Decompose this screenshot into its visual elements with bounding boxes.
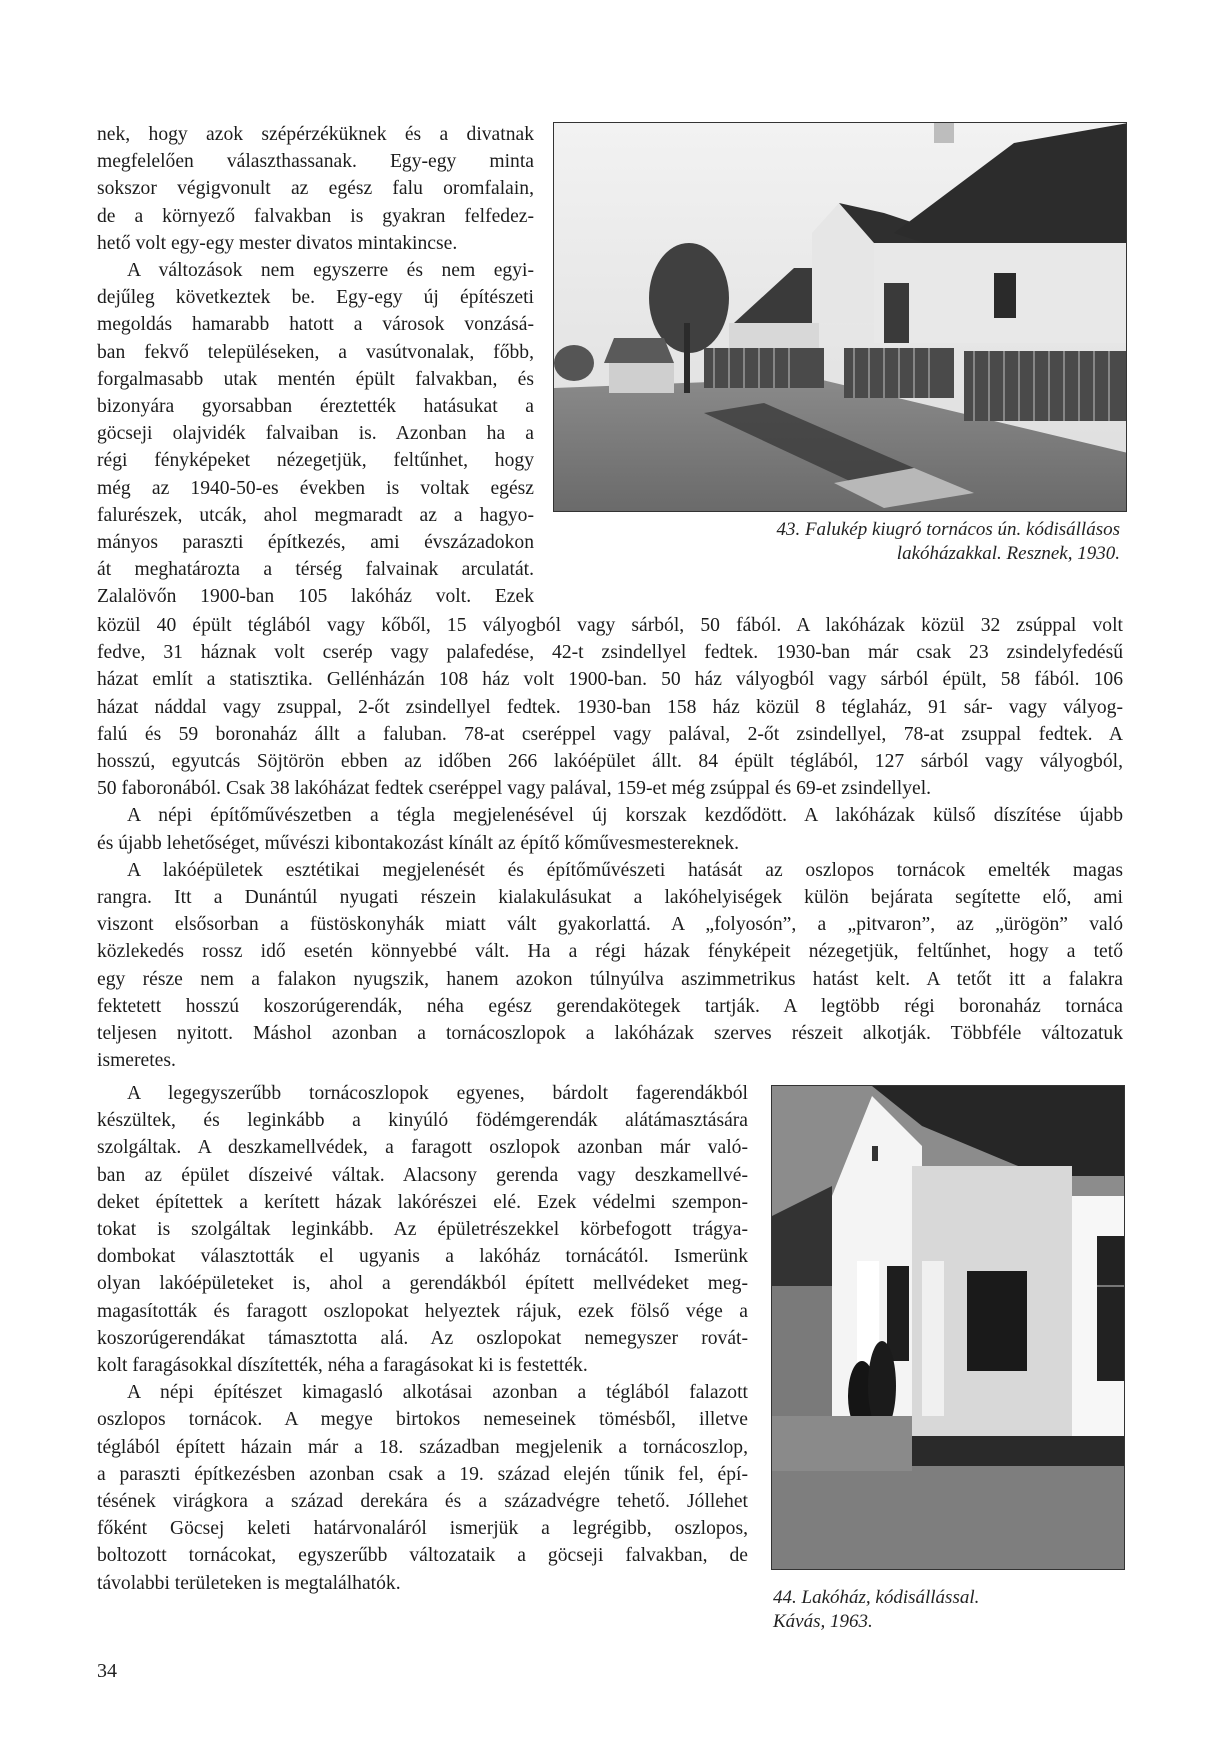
text-line: Zalalövőn 1900-ban 105 lakóház volt. Ezek (97, 586, 534, 608)
text-line: mányos paraszti építkezés, ami évszázadokon (97, 532, 534, 554)
text-line: szolgáltak. A deszkamellvédek, a faragott oszlopok azonban már való- (97, 1137, 748, 1159)
text-line: téglából épített házain már a 18. században megjelenik a tornácoszlop, (97, 1436, 748, 1458)
text-line: koszorúgerendákat támasztotta alá. Az oszlopokat nemegyszer rovát- (97, 1327, 748, 1349)
text-line: házat említ a statisztika. Gellénházán 108 ház volt 1900-ban. 50 ház vályogból vagy sárból épült, 58 fából. 106 (97, 669, 1123, 691)
text-line: rangra. Itt a Dunántúl nyugati részein kialakulásukat a lakóhelyiségek külön bejárata segítette elő, ami (97, 887, 1123, 909)
text-line: régi fényképeket nézegetjük, feltűnhet, hogy (97, 450, 534, 472)
text-line: közlekedés rossz idő esetén könnyebbé vált. Ha a régi házak fényképeit nézegetjük, feltűnhet, hogy a tető (97, 941, 1123, 963)
text-line: és újabb lehetőséget, művészi kibontakozást kínált az építő kőművesmestereknek. (97, 832, 740, 854)
text-line: falú és 59 boronaház állt a faluban. 78-at cseréppel vagy palával, 2-őt zsindellyel, 78-at zsuppal fedtek. A (97, 723, 1123, 745)
text-line: kolt faragásokkal díszítették, néha a faragásokat ki is festették. (97, 1355, 588, 1377)
text-line: fektetett hosszú koszorúgerendák, néha egész gerendakötegek tartják. A legtöbb régi boronaház tornáca (97, 995, 1123, 1017)
text-line: ismeretes. (97, 1050, 176, 1072)
text-line: viszont elsősorban a füstöskonyhák miatt vált gyakorlattá. A „folyosón”, a „pitvaron”, az „ürögön” való (97, 914, 1123, 936)
text-line: falurészek, utcák, ahol megmaradt az a hagyo- (97, 504, 534, 526)
text-line: 50 faboronából. Csak 38 lakóházat fedtek cseréppel vagy palával, 159-et még zsúppal és 69-et zsindellyel. (97, 778, 932, 800)
figure-44-caption-line-1: 44. Lakóház, kódisállással. (773, 1587, 980, 1608)
text-line: hető volt egy-egy mester divatos mintakincse. (97, 232, 458, 254)
figure-44-caption (773, 1586, 1113, 1634)
text-line: tésének virágkora a század derekára és a századvégre tehető. Jóllehet (97, 1491, 748, 1513)
text-line: forgalmasabb utak mentén épült falvakban, és (97, 368, 534, 390)
text-column-bottom (97, 1080, 748, 1597)
text-line: a paraszti építkezésben azonban csak a 19. század elején tűnik fel, épí- (97, 1463, 748, 1485)
text-line: boltozott tornácokat, egyszerűbb változataik a göcseji falvakban, de (97, 1545, 748, 1567)
text-line: magasították és faragott oszlopokat helyeztek rájuk, ezek fölső vége a (97, 1300, 748, 1322)
figure-43-caption (600, 518, 1120, 566)
text-line: bizonyára gyorsabban éreztették hatásukat a (97, 396, 534, 418)
text-line: A változások nem egyszerre és nem egyi- (127, 260, 534, 282)
text-line: fedve, 31 háznak volt cserép vagy palafedése, 42-t zsindellyel fedtek. 1930-ban már csak 23 zsindelyfedésű (97, 642, 1123, 664)
text-line: ban az épület díszeivé váltak. Alacsony gerenda vagy deszkamellvé- (97, 1164, 748, 1186)
text-line: ban fekvő településeken, a vasútvonalak, főbb, (97, 341, 534, 363)
text-line: házat náddal vagy zsuppal, 2-őt zsindellyel fedtek. 1930-ban 158 ház közül 8 téglaház, 91 sár- vagy vályog- (97, 696, 1123, 718)
text-line: egy része nem a falakon nyugszik, hanem azokon túlnyúlva aszimmetrikus hatást kelt. A tetőt itt a falakra (97, 968, 1123, 990)
text-line: nek, hogy azok szépérzéküknek és a divatnak (97, 124, 534, 145)
text-line: A népi építőművészetben a tégla megjelenésével új korszak kezdődött. A lakóházak külső díszítése újabb (127, 805, 1123, 827)
figure-43-caption-line-1: 43. Falukép kiugró tornácos ún. kódisállásos (776, 519, 1120, 540)
text-line: át meghatározta a térség falvainak arculatát. (97, 559, 534, 581)
text-line: még az 1940-50-es években is voltak egész (97, 477, 534, 499)
text-line: közül 40 épült téglából vagy kőből, 15 vályogból vagy sárból, 50 fából. A lakóházak közül 32 zsúppal volt (97, 615, 1123, 636)
text-full-width (97, 612, 1123, 1074)
text-line: hosszú, egyutcás Söjtörön ebben az időben 266 lakóépület állt. 84 épült téglából, 127 sárból vagy vályogból, (97, 751, 1123, 773)
text-line: sokszor végigvonult az egész falu oromfalain, (97, 178, 534, 200)
text-line: dombokat választották el ugyanis a lakóház tornácától. Ismerünk (97, 1246, 748, 1268)
text-line: olyan lakóépületeket is, ahol a gerendákból épített mellvédeket meg- (97, 1273, 748, 1295)
text-line: megoldás hamarabb hatott a városok vonzásá- (97, 314, 534, 336)
text-line: főként Göcsej keleti határvonaláról ismerjük a legrégibb, oszlopos, (97, 1518, 748, 1540)
figure-43-photo (553, 122, 1127, 512)
text-line: készültek, és leginkább a kinyúló födémgerendák alátámasztására (97, 1110, 748, 1132)
text-line: A lakóépületek esztétikai megjelenését és építőművészeti hatását az oszlopos tornácok emelték magas (127, 859, 1123, 881)
text-line: A legegyszerűbb tornácoszlopok egyenes, bárdolt fagerendákból (127, 1083, 748, 1104)
figure-43-caption-line-2: lakóházakkal. Resznek, 1930. (896, 543, 1120, 564)
text-line: deket építettek a kerített házak lakórészei elé. Ezek védelmi szempon- (97, 1191, 748, 1213)
text-line: megfelelően választhassanak. Egy-egy minta (97, 151, 534, 173)
figure-44-photo (771, 1085, 1125, 1570)
text-line: de a környező falvakban is gyakran felfedez- (97, 205, 534, 227)
text-line: oszlopos tornácok. A megye birtokos nemeseinek tömésből, illetve (97, 1409, 748, 1431)
text-line: A népi építészet kimagasló alkotásai azonban a téglából falazott (127, 1382, 748, 1404)
text-column-top (97, 121, 534, 611)
text-line: dejűleg következtek be. Egy-egy új építészeti (97, 287, 534, 309)
figure-44-caption-line-2: Kávás, 1963. (773, 1611, 873, 1632)
text-line: távolabbi területeken is megtalálhatók. (97, 1572, 401, 1594)
text-line: tokat is szolgáltak leginkább. Az épületrészekkel körbefogott trágya- (97, 1219, 748, 1241)
village-street-photo-image (554, 123, 1127, 512)
page-number: 34 (97, 1660, 117, 1682)
text-line: teljesen nyitott. Máshol azonban a tornácoszlopok a lakóházak szerves részeit alkotják. Többféle változatuk (97, 1023, 1123, 1045)
house-with-porch-photo-image (772, 1086, 1125, 1570)
text-line: göcseji olajvidék falvaiban is. Azonban ha a (97, 423, 534, 445)
